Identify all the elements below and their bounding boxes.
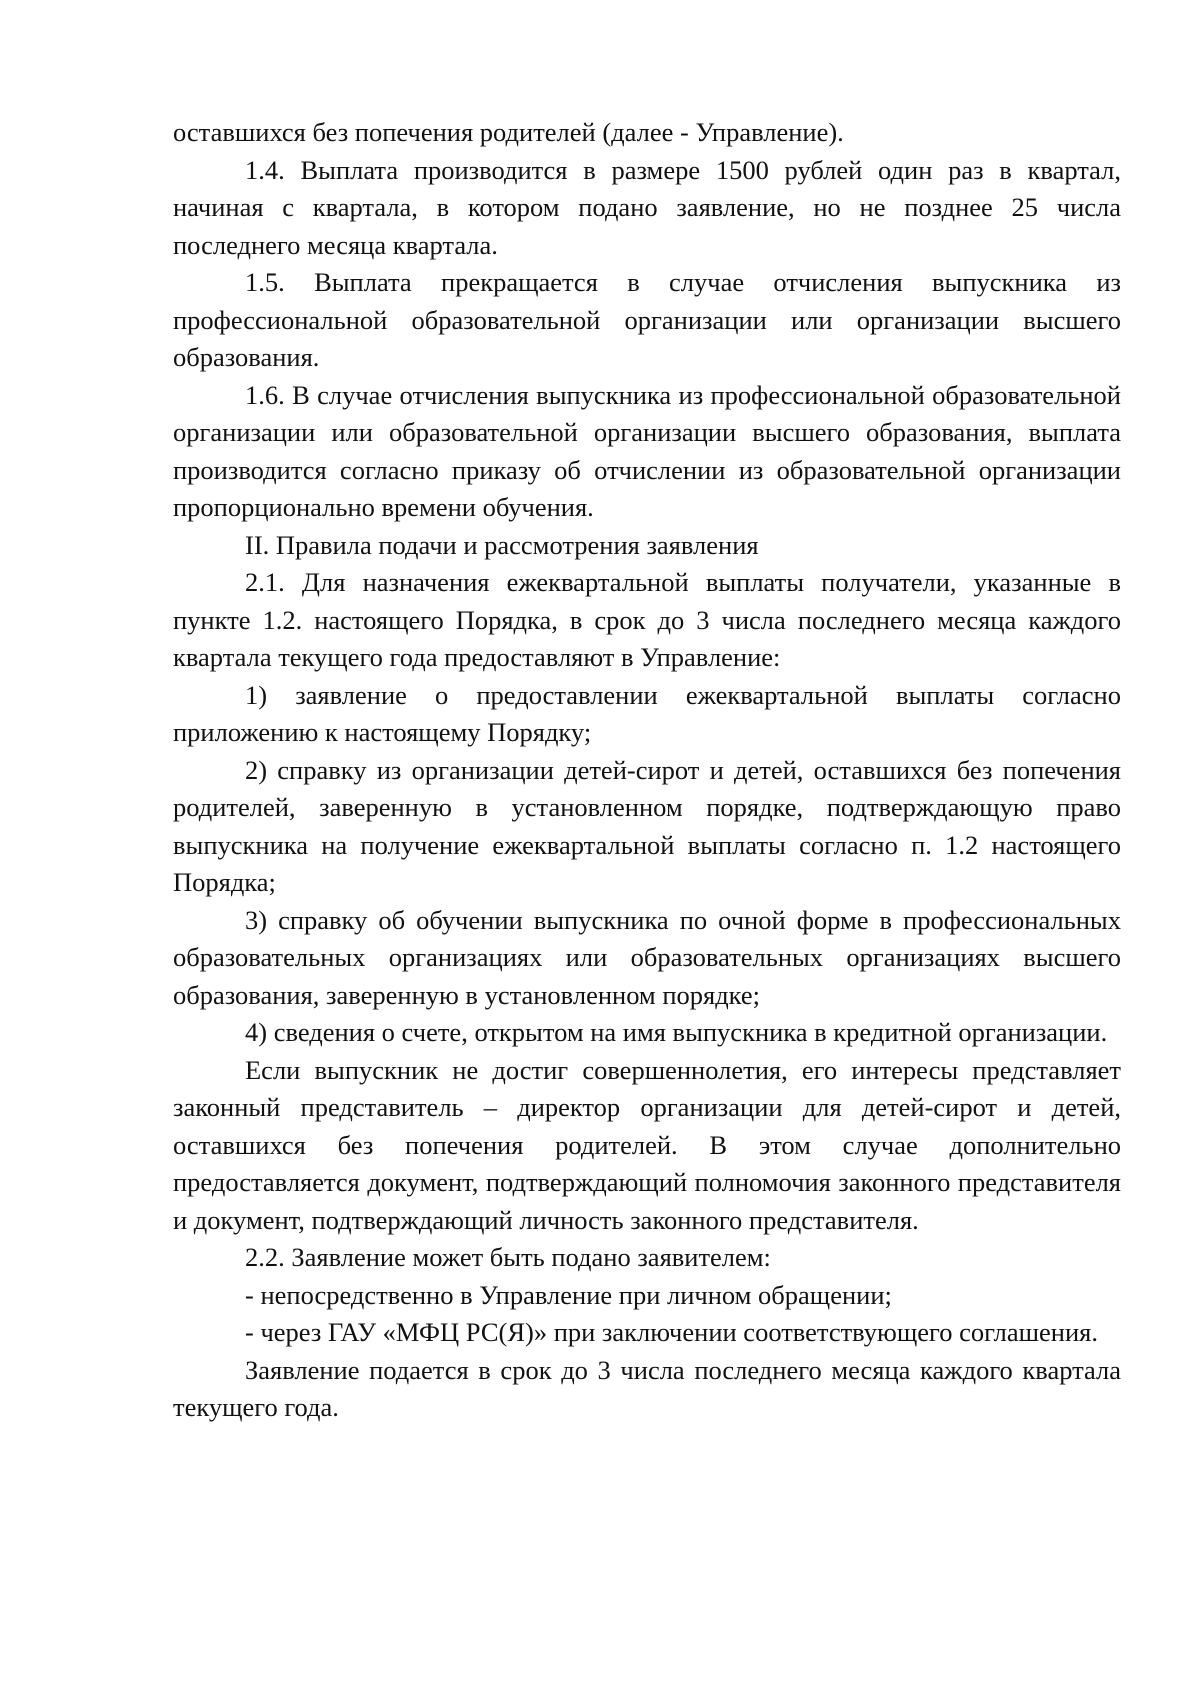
paragraph-1-4: 1.4. Выплата производится в размере 1500 рублей один раз в квартал, начиная с квартала, в котором подано заявление, но не позднее 25 числа последнего месяца квартала.: [173, 154, 1121, 260]
document-body: [173, 114, 1121, 1427]
list-item-1: 1) заявление о предоставлении ежеквартальной выплаты согласно приложению к настоящему Порядку;: [173, 679, 1121, 747]
section-heading: II. Правила подачи и рассмотрения заявления: [245, 529, 759, 560]
submission-option-mfc: - через ГАУ «МФЦ РС(Я)» при заключении соответствующего соглашения.: [245, 1317, 1098, 1347]
paragraph-2-2: 2.2. Заявление может быть подано заявителем:: [245, 1242, 771, 1272]
paragraph-2-1: 2.1. Для назначения ежеквартальной выплаты получатели, указанные в пункте 1.2. настоящего Порядка, в срок до 3 числа последнего месяца каждого квартала текущего года предоставляют в Управление:: [173, 567, 1121, 672]
list-item-3: 3) справку об обучении выпускника по очной форме в профессиональных образовательных организациях или образовательных организациях высшего образования, заверенную в установленном порядке;: [173, 904, 1121, 1010]
paragraph-1-6: 1.6. В случае отчисления выпускника из профессиональной образовательной организации или образовательной организации высшего образования, выплата производится согласно приказу об отчислении из образовательной организации пропорционально времени обучения.: [173, 379, 1121, 522]
list-item-2: 2) справку из организации детей-сирот и детей, оставшихся без попечения родителей, заверенную в установленном порядке, подтверждающую право выпускника на получение ежеквартальной выплаты согласно п. 1.2 настоящего Порядка;: [173, 754, 1121, 897]
paragraph-deadline: Заявление подается в срок до 3 числа последнего месяца каждого квартала текущего года.: [173, 1354, 1121, 1422]
list-item-4: 4) сведения о счете, открытом на имя выпускника в кредитной организации.: [245, 1017, 1108, 1047]
paragraph-legal-representative: Если выпускник не достиг совершеннолетия, его интересы представляет законный представитель – директор организации для детей-сирот и детей, оставшихся без попечения родителей. В этом случае дополнительно предоставляется документ, подтверждающий полномочия законного представителя и документ, подтверждающий личность законного представителя.: [173, 1054, 1121, 1235]
paragraph-continuation: оставшихся без попечения родителей (далее - Управление).: [173, 117, 844, 147]
submission-option-direct: - непосредственно в Управление при личном обращении;: [245, 1279, 892, 1310]
paragraph-1-5: 1.5. Выплата прекращается в случае отчисления выпускника из профессиональной образовательной организации или организации высшего образования.: [173, 267, 1121, 372]
